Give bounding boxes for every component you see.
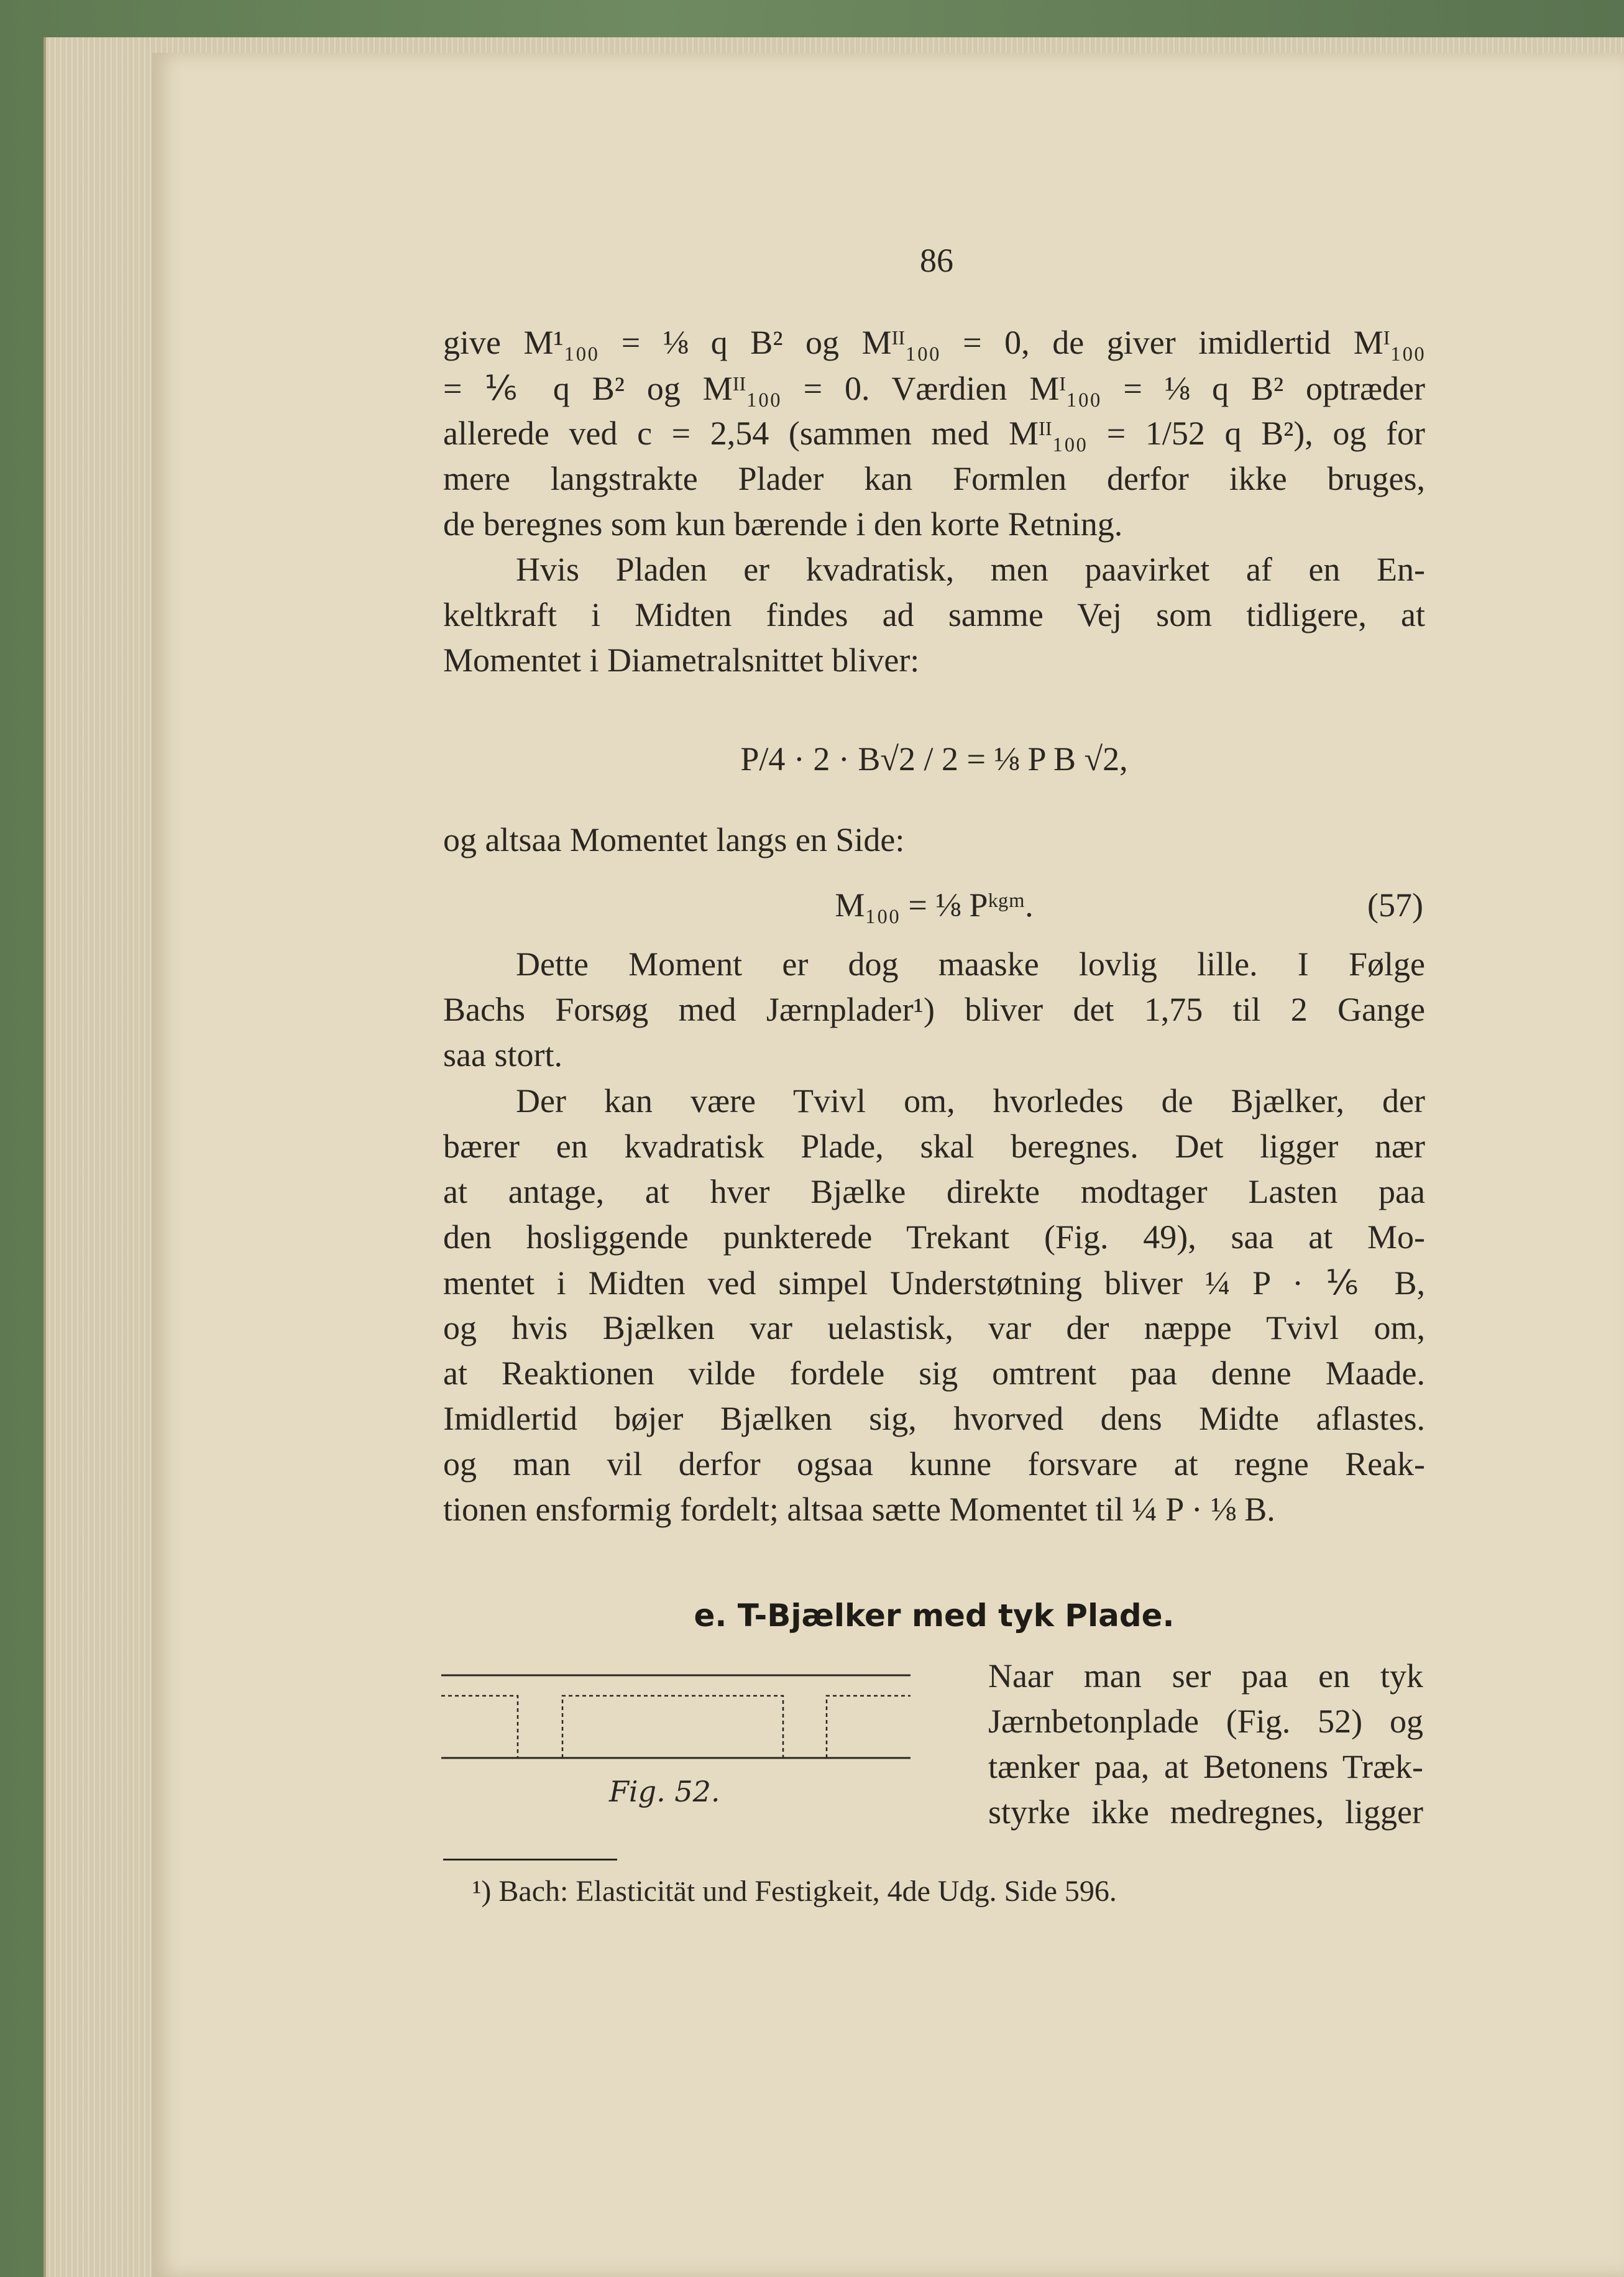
- text-line: at Reaktionen vilde fordele sig omtrent paa denne Maade.: [443, 1355, 1425, 1392]
- equation-2: M₁₀₀ = ⅛ Pᵏᵍᵐ.: [835, 886, 1034, 924]
- text-line: og altsaa Momentet langs en Side:: [443, 821, 905, 858]
- text-line: Imidlertid bøjer Bjælken sig, hvorved dens Midte aflastes.: [443, 1400, 1425, 1437]
- dashed-outline-right: [827, 1696, 911, 1758]
- footnote-rule: [443, 1859, 617, 1861]
- dashed-outline-left: [441, 1696, 518, 1758]
- section-heading: e. T-Bjælker med tyk Plade.: [694, 1598, 1175, 1634]
- right-column-line: styrke ikke medregnes, ligger: [988, 1793, 1423, 1831]
- equation-1: P/4 · 2 · B√2 / 2 = ⅛ P B √2,: [740, 740, 1128, 778]
- text-line: de beregnes som kun bærende i den korte Retning.: [443, 505, 1123, 543]
- text-line: Dette Moment er dog maaske lovlig lille. I Følge: [516, 945, 1425, 983]
- text-line: bærer en kvadratisk Plade, skal beregnes. Det ligger nær: [443, 1128, 1425, 1165]
- figure-52: [438, 1666, 917, 1772]
- text-line: at antage, at hver Bjælke direkte modtager Lasten paa: [443, 1173, 1425, 1210]
- text-line: mentet i Midten ved simpel Understøtning bliver ¼ P · ⅙ B,: [443, 1264, 1425, 1302]
- right-column-line: tænker paa, at Betonens Træk-: [988, 1748, 1423, 1785]
- text-line: og man vil derfor ogsaa kunne forsvare at regne Reak-: [443, 1445, 1425, 1483]
- text-line: Momentet i Diametralsnittet bliver:: [443, 642, 920, 679]
- text-line: = ⅙ q B² og Mᴵᴵ₁₀₀ = 0. Værdien Mᴵ₁₀₀ = ⅛ q B² optræder: [443, 370, 1425, 407]
- right-column-line: Naar man ser paa en tyk: [988, 1657, 1423, 1695]
- footnote: ¹) Bach: Elasticität und Festigkeit, 4de Udg. Side 596.: [472, 1875, 1117, 1908]
- text-line: Der kan være Tvivl om, hvorledes de Bjælker, der: [516, 1082, 1425, 1120]
- right-column-line: Jærnbetonplade (Fig. 52) og: [988, 1703, 1423, 1740]
- text-line: saa stort.: [443, 1036, 562, 1074]
- figure-label: Fig. 52.: [609, 1775, 720, 1808]
- text-line: Hvis Pladen er kvadratisk, men paavirket af en En-: [516, 551, 1425, 588]
- text-line: og hvis Bjælken var uelastisk, var der næppe Tvivl om,: [443, 1309, 1425, 1346]
- text-line: give M¹₁₀₀ = ⅛ q B² og Mᴵᴵ₁₀₀ = 0, de giver imidlertid Mᴵ₁₀₀: [443, 324, 1425, 361]
- text-line: den hosliggende punkterede Trekant (Fig. 49), saa at Mo-: [443, 1218, 1425, 1256]
- text-line: tionen ensformig fordelt; altsaa sætte Momentet til ¼ P · ⅛ B.: [443, 1491, 1275, 1528]
- dashed-outline-middle: [562, 1696, 783, 1758]
- text-line: mere langstrakte Plader kan Formlen derfor ikke bruges,: [443, 460, 1425, 497]
- text-line: keltkraft i Midten findes ad samme Vej som tidligere, at: [443, 596, 1425, 633]
- equation-number: (57): [1367, 886, 1423, 924]
- text-line: Bachs Forsøg med Jærnplader¹) bliver det 1,75 til 2 Gange: [443, 991, 1425, 1028]
- text-line: allerede ved c = 2,54 (sammen med Mᴵᴵ₁₀₀ = 1/52 q B²), og for: [443, 415, 1425, 452]
- page-number: 86: [920, 242, 953, 279]
